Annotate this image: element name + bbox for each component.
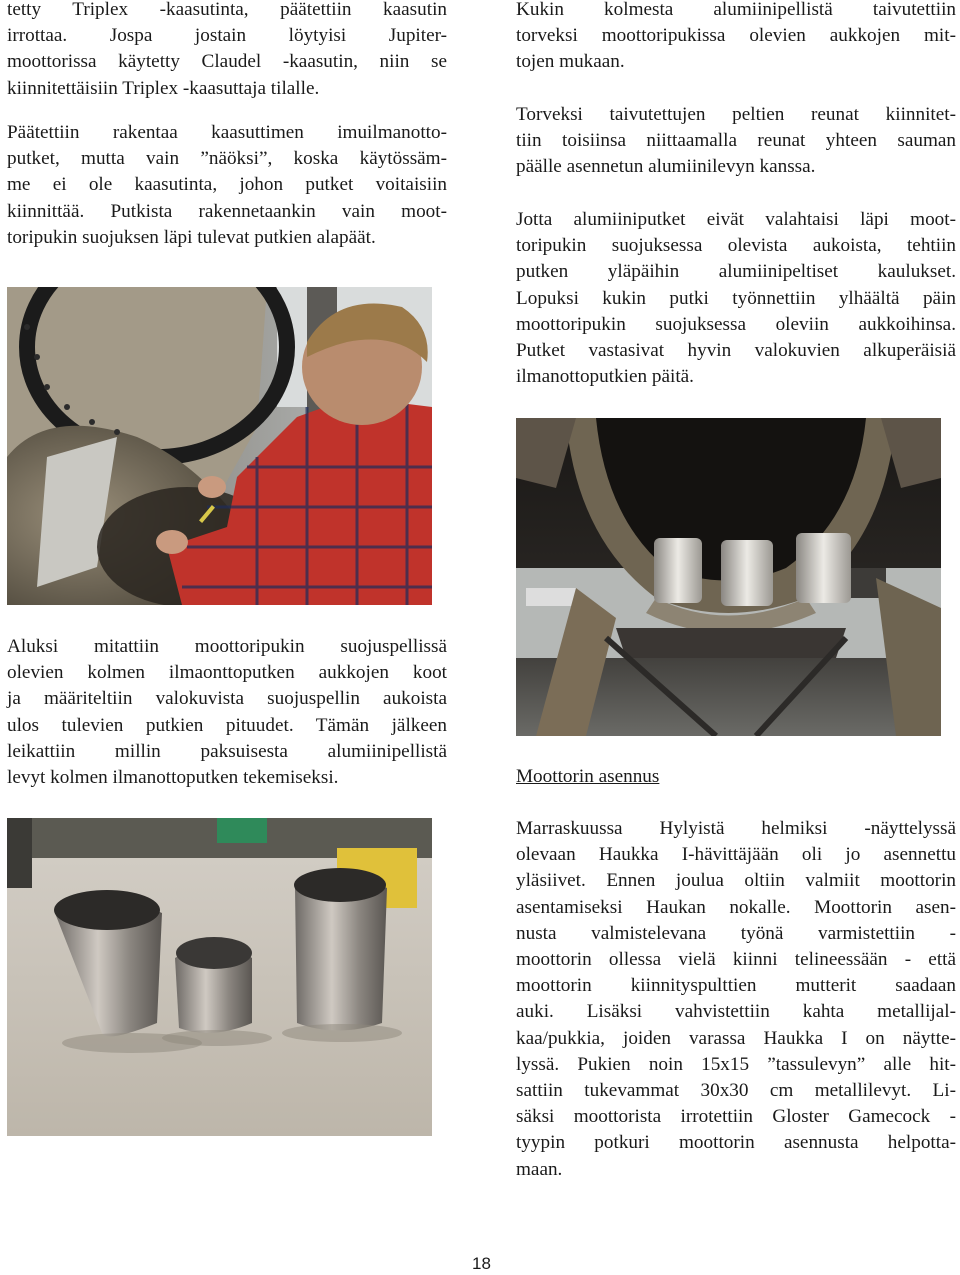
text-line: Marraskuussa Hylyistä helmiksi -näyttelyssä <box>516 818 956 839</box>
section-heading: Moottorin asennus <box>516 766 660 787</box>
left-paragraph-2 <box>7 120 447 251</box>
right-paragraph-1 <box>516 0 956 76</box>
text-line: putken yläpäihin alumiinipeltiset kaulukset. <box>516 261 956 283</box>
text-line: moottorin kiinnityspulttien mutterit saadaan <box>516 975 956 997</box>
text-line: leikattiin millin paksuisesta alumiinipellistä <box>7 740 447 762</box>
text-line: moottorissa käytetty Claudel -kaasutin, niin se <box>7 51 447 73</box>
text-line: Kukin kolmesta alumiinipellistä taivutettiin <box>516 0 956 20</box>
photo-pipes-image <box>7 818 432 1136</box>
text-line: kiinnitettäisiin Triplex -kaasuttaja tilalle. <box>7 77 320 99</box>
text-line: päälle asennetun alumiinilevyn kanssa. <box>516 156 816 178</box>
text-line: ilmanottoputkien päitä. <box>516 366 694 388</box>
photo-three-pipes <box>7 818 432 1136</box>
text-line: putket, mutta vain ”näöksi”, koska käytössäm- <box>7 148 447 170</box>
text-line: moottorin ollessa vielä kiinni telineessään - että <box>516 949 956 971</box>
text-line: tyypin potkuri moottorin asennusta helpotta- <box>516 1132 956 1154</box>
text-line: tetty Triplex -kaasutinta, päätettiin kaasutin <box>7 0 447 20</box>
text-line: Jotta alumiiniputket eivät valahtaisi läpi moot- <box>516 209 956 230</box>
text-line: olevaan Haukka I-hävittäjään oli jo asennettu <box>516 844 956 866</box>
right-paragraph-3 <box>516 207 956 390</box>
text-line: maan. <box>516 1158 563 1180</box>
text-line: moottoripukin suojuksessa oleviin aukkoihinsa. <box>516 313 956 335</box>
text-line: ja määriteltiin valokuvista suojuspellin aukoista <box>7 688 447 710</box>
text-line: tojen mukaan. <box>516 51 625 73</box>
text-line: nusta valmistelevana työnä varmistettiin - <box>516 922 956 944</box>
text-line: tiin toisiinsa niittaamalla reunat yhteen sauman <box>516 130 956 152</box>
right-paragraph-2 <box>516 102 956 181</box>
left-paragraph-1 <box>7 0 447 102</box>
text-line: kiinnittää. Putkista rakennetaankin vain moot- <box>7 200 447 222</box>
text-line: Lopuksi kukin putki työnnettiin ylhäältä päin <box>516 287 956 309</box>
text-line: Torveksi taivutettujen peltien reunat kiinnitet- <box>516 104 956 125</box>
text-line: levyt kolmen ilmanottoputken tekemiseksi. <box>7 767 339 789</box>
text-line: kaa/pukkia, joiden varassa Haukka I on näytte- <box>516 1027 956 1049</box>
left-paragraph-3 <box>7 634 447 791</box>
text-line: Päätettiin rakentaa kaasuttimen imuilmanotto- <box>7 122 447 143</box>
text-line: toripukin suojuksen läpi tulevat putkien alapäät. <box>7 226 376 248</box>
text-line: säksi moottorista irrotettiin Gloster Gamecock - <box>516 1106 956 1128</box>
text-line: lyssä. Pukien noin 15x15 ”tassulevyn” alle hit- <box>516 1053 956 1075</box>
photo-pipes-installed <box>516 418 941 736</box>
text-line: sattiin tukevammat 30x30 cm metallilevyt. Li- <box>516 1080 956 1102</box>
right-paragraph-4 <box>516 816 956 1183</box>
text-line: auki. Lisäksi vahvistettiin kahta metallijal- <box>516 1001 956 1023</box>
text-line: Aluksi mitattiin moottoripukin suojuspellissä <box>7 636 447 657</box>
text-line: yläsiivet. Ennen joulua oltiin valmiit moottorin <box>516 870 956 892</box>
text-line: toripukin suojuksessa olevista aukoista, tehtiin <box>516 235 956 257</box>
page-number: 18 <box>472 1254 491 1273</box>
text-line: olevien kolmen ilmaonttoputken aukkojen koot <box>7 662 447 684</box>
photo-man-measuring <box>7 287 432 605</box>
text-line: irrottaa. Jospa jostain löytyisi Jupiter- <box>7 25 447 47</box>
text-line: me ei ole kaasutinta, johon putket voitaisiin <box>7 174 447 196</box>
photo-measuring-image <box>7 287 432 605</box>
text-line: asentamiseksi Haukan nokalle. Moottorin asen- <box>516 896 956 918</box>
text-line: torveksi moottoripukissa olevien aukkojen mit- <box>516 25 956 47</box>
text-line: Putket vastasivat hyvin valokuvien alkuperäisiä <box>516 340 956 362</box>
text-line: ulos tulevien putkien pituudet. Tämän jälkeen <box>7 714 447 736</box>
photo-installed-image <box>516 418 941 736</box>
